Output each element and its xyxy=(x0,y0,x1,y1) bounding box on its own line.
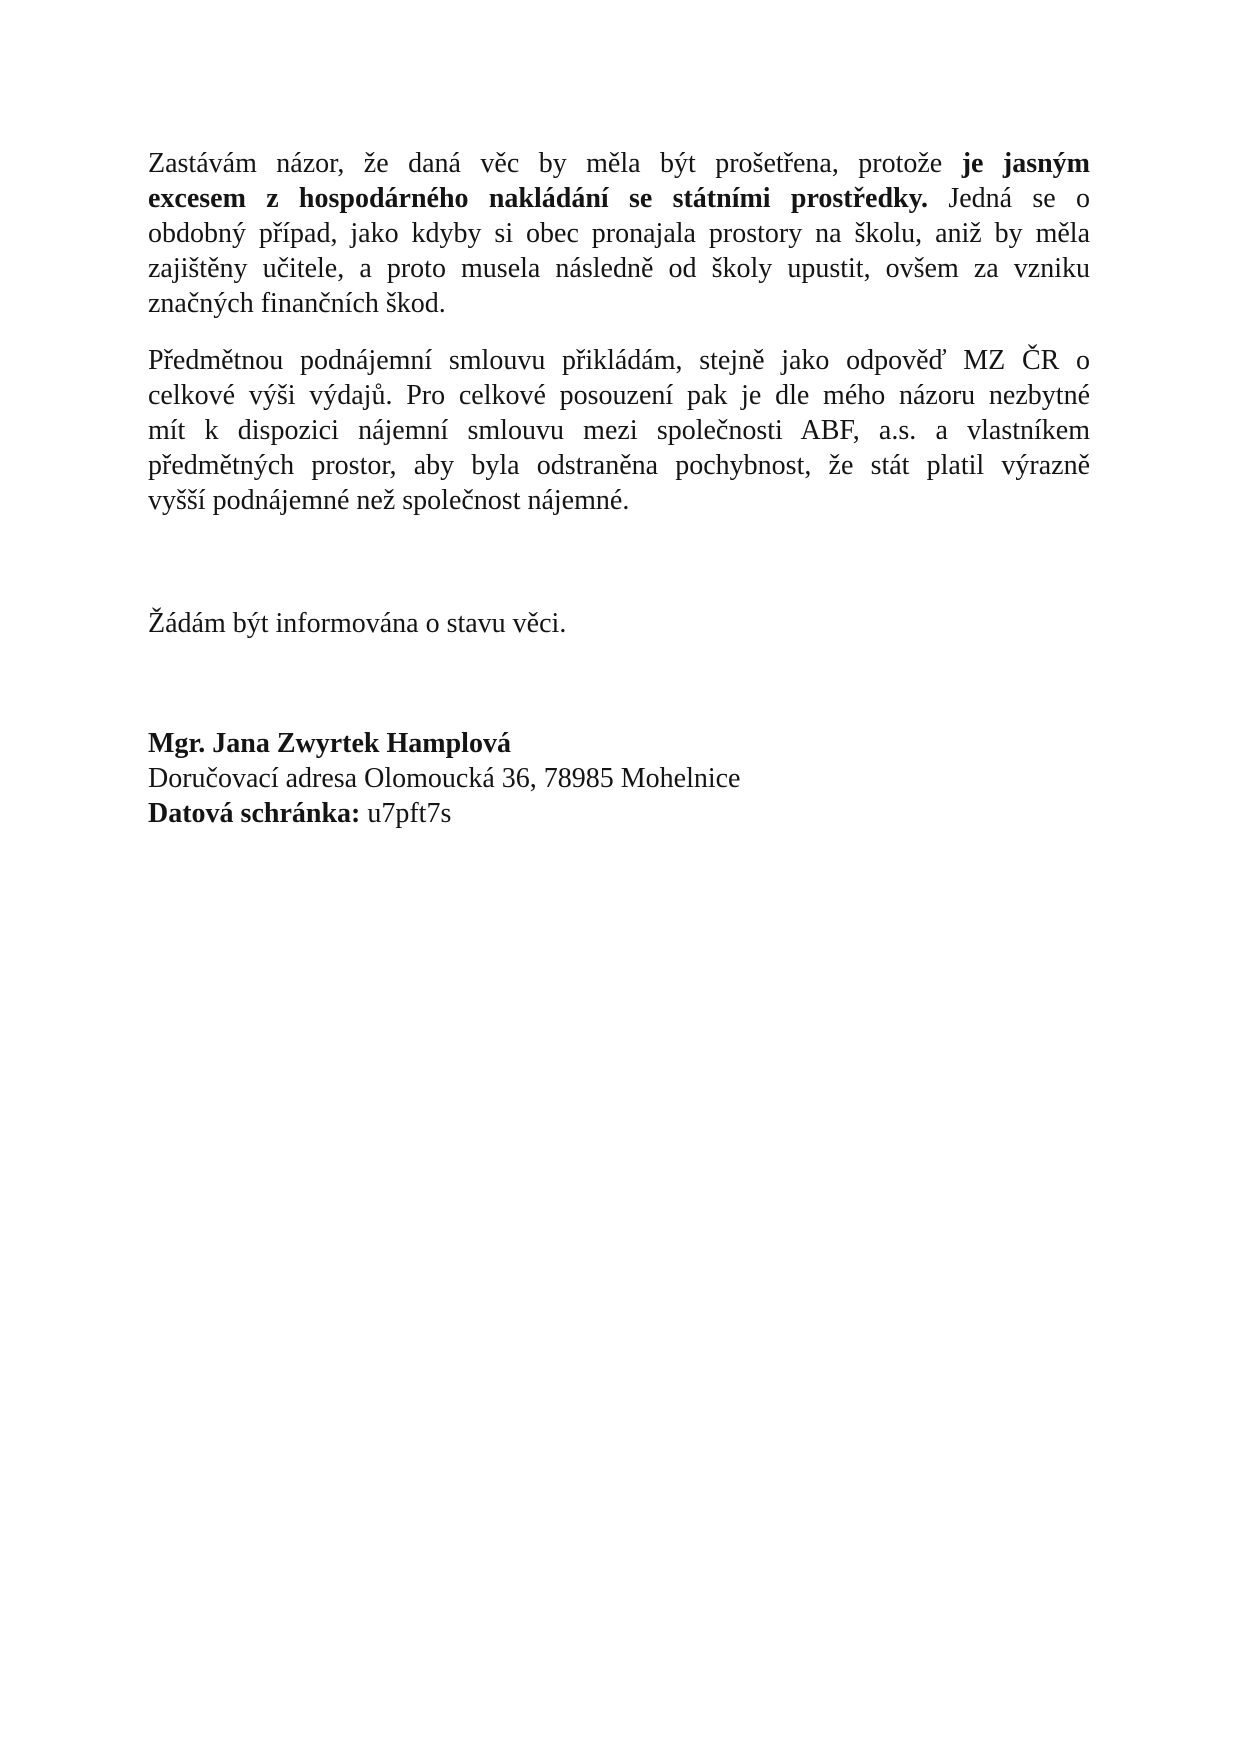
text-line xyxy=(148,181,1090,216)
bold-text-run: excesem z hospodárného nakládání se státními prostředky. xyxy=(148,183,929,214)
paragraph-2 xyxy=(148,343,1090,518)
signature-name xyxy=(148,726,1090,761)
signature-databox xyxy=(148,796,1090,831)
text-run: Jedná se o xyxy=(928,183,1090,214)
text-run: celkové výši výdajů. Pro celkové posouzení pak je dle mého názoru nezbytné xyxy=(148,380,1090,411)
text-run: Zastávám názor, že daná věc by měla být prošetřena, protože xyxy=(148,148,962,179)
text-line xyxy=(148,146,1090,181)
bold-text-run: Datová schránka: xyxy=(148,798,361,829)
text-line xyxy=(148,483,1090,518)
text-run: vyšší podnájemné než společnost nájemné. xyxy=(148,485,630,516)
request-line: Žádám být informována o stavu věci. xyxy=(148,608,567,639)
text-line xyxy=(148,413,1090,448)
signature-address xyxy=(148,761,1090,796)
text-line xyxy=(148,448,1090,483)
paragraph-1 xyxy=(148,146,1090,321)
text-run: zajištěny učitele, a proto musela následně od školy upustit, ovšem za vzniku xyxy=(148,253,1090,284)
text-line xyxy=(148,216,1090,251)
text-run: Předmětnou podnájemní smlouvu přikládám, stejně jako odpověď MZ ČR o xyxy=(148,345,1090,376)
text-line xyxy=(148,251,1090,286)
signature-block xyxy=(148,726,1090,831)
text-run: předmětných prostor, aby byla odstraněna pochybnost, že stát platil výrazně xyxy=(148,450,1090,481)
text-line xyxy=(148,343,1090,378)
bold-text-run: Mgr. Jana Zwyrtek Hamplová xyxy=(148,728,511,759)
text-run: značných finančních škod. xyxy=(148,288,446,319)
text-run: Doručovací adresa Olomoucká 36, 78985 Mohelnice xyxy=(148,763,741,794)
text-run: obdobný případ, jako kdyby si obec pronajala prostory na školu, aniž by měla xyxy=(148,218,1090,249)
text-line xyxy=(148,286,1090,321)
bold-text-run: je jasným xyxy=(961,148,1091,179)
text-run: mít k dispozici nájemní smlouvu mezi společnosti ABF, a.s. a vlastníkem xyxy=(148,415,1090,446)
text-line xyxy=(148,378,1090,413)
letter-body xyxy=(148,146,1090,831)
text-run: u7pft7s xyxy=(360,798,452,829)
